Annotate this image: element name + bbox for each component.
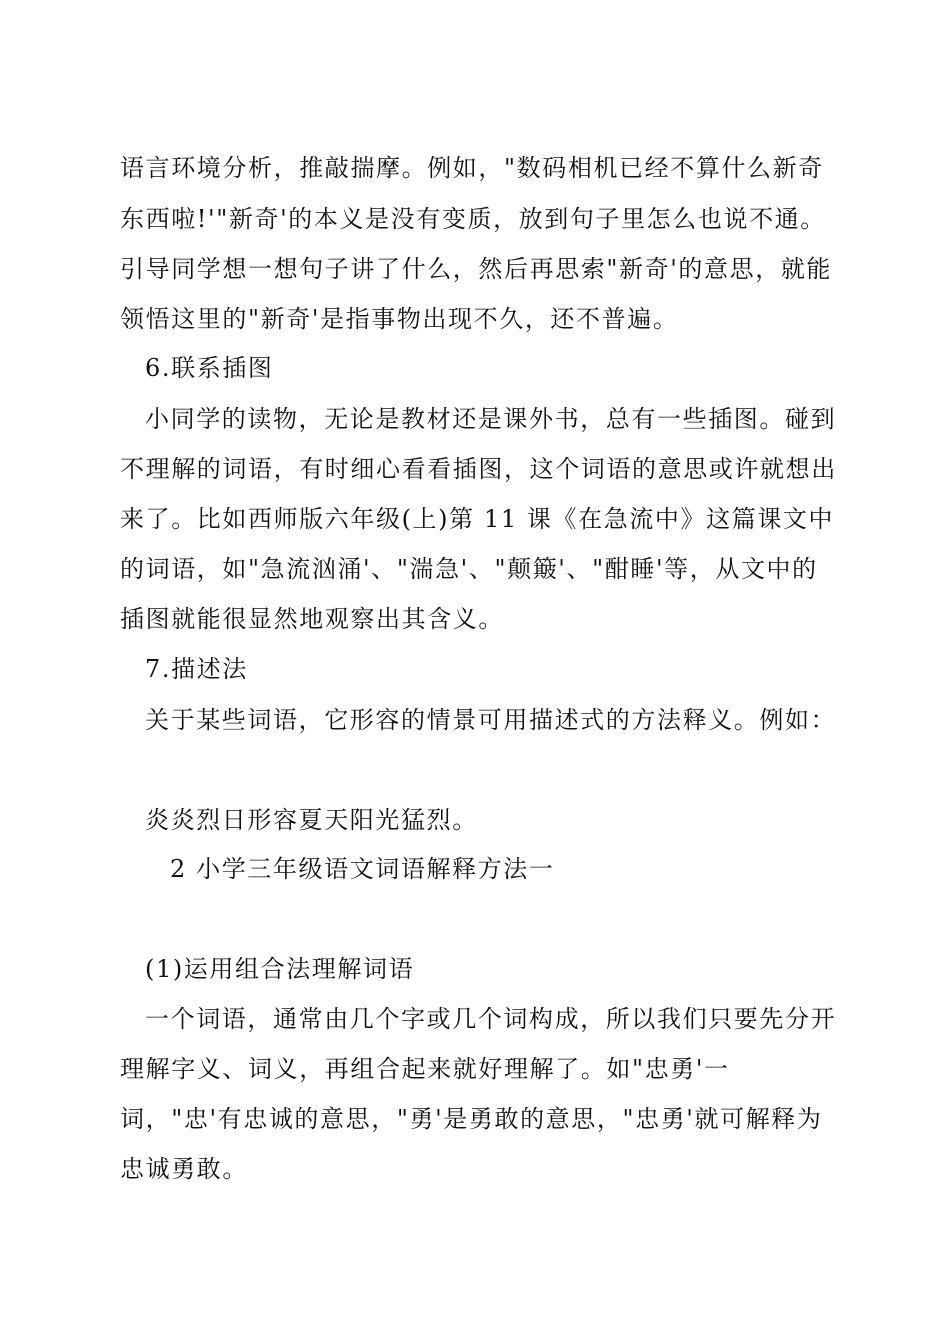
- paragraph-line: 不理解的词语，有时细心看看插图，这个词语的意思或许就想出: [120, 455, 837, 483]
- example-line: 炎炎烈日形容夏天阳光猛烈。: [145, 806, 478, 834]
- paragraph-line: 东西啦!'"新奇'的本义是没有变质，放到句子里怎么也说不通。: [120, 205, 826, 233]
- paragraph-line: 的词语，如"急流汹涌'、"湍急'、"颠簸'、"酣睡'等，从文中的: [120, 555, 818, 583]
- paragraph-line: 插图就能很显然地观察出其含义。: [120, 605, 504, 633]
- section-title: 2 小学三年级语文词语解释方法一: [170, 855, 555, 883]
- paragraph-line: 来了。比如西师版六年级(上)第 11 课《在急流中》这篇课文中: [120, 505, 835, 533]
- paragraph-line: 小同学的读物，无论是教材还是课外书，总有一些插图。碰到: [145, 405, 837, 433]
- section-heading: 6.联系插图: [145, 354, 274, 382]
- paragraph-line: 一个词语，通常由几个字或几个词构成，所以我们只要先分开: [145, 1005, 837, 1033]
- paragraph-line: 关于某些词语，它形容的情景可用描述式的方法释义。例如：: [145, 706, 837, 734]
- paragraph-line: 语言环境分析，推敲揣摩。例如，"数码相机已经不算什么新奇: [120, 154, 824, 182]
- paragraph-line: 引导同学想一想句子讲了什么，然后再思索"新奇'的意思，就能: [120, 255, 833, 283]
- paragraph-line: 领悟这里的"新奇'是指事物出现不久，还不普遍。: [120, 305, 679, 333]
- section-heading: 7.描述法: [145, 655, 248, 683]
- paragraph-line: 忠诚勇敢。: [120, 1155, 248, 1183]
- subsection-heading: (1)运用组合法理解词语: [145, 955, 415, 983]
- paragraph-line: 词，"忠'有忠诚的意思，"勇'是勇敢的意思，"忠勇'就可解释为: [120, 1105, 823, 1133]
- paragraph-line: 理解字义、词义，再组合起来就好理解了。如"忠勇'一: [120, 1055, 730, 1083]
